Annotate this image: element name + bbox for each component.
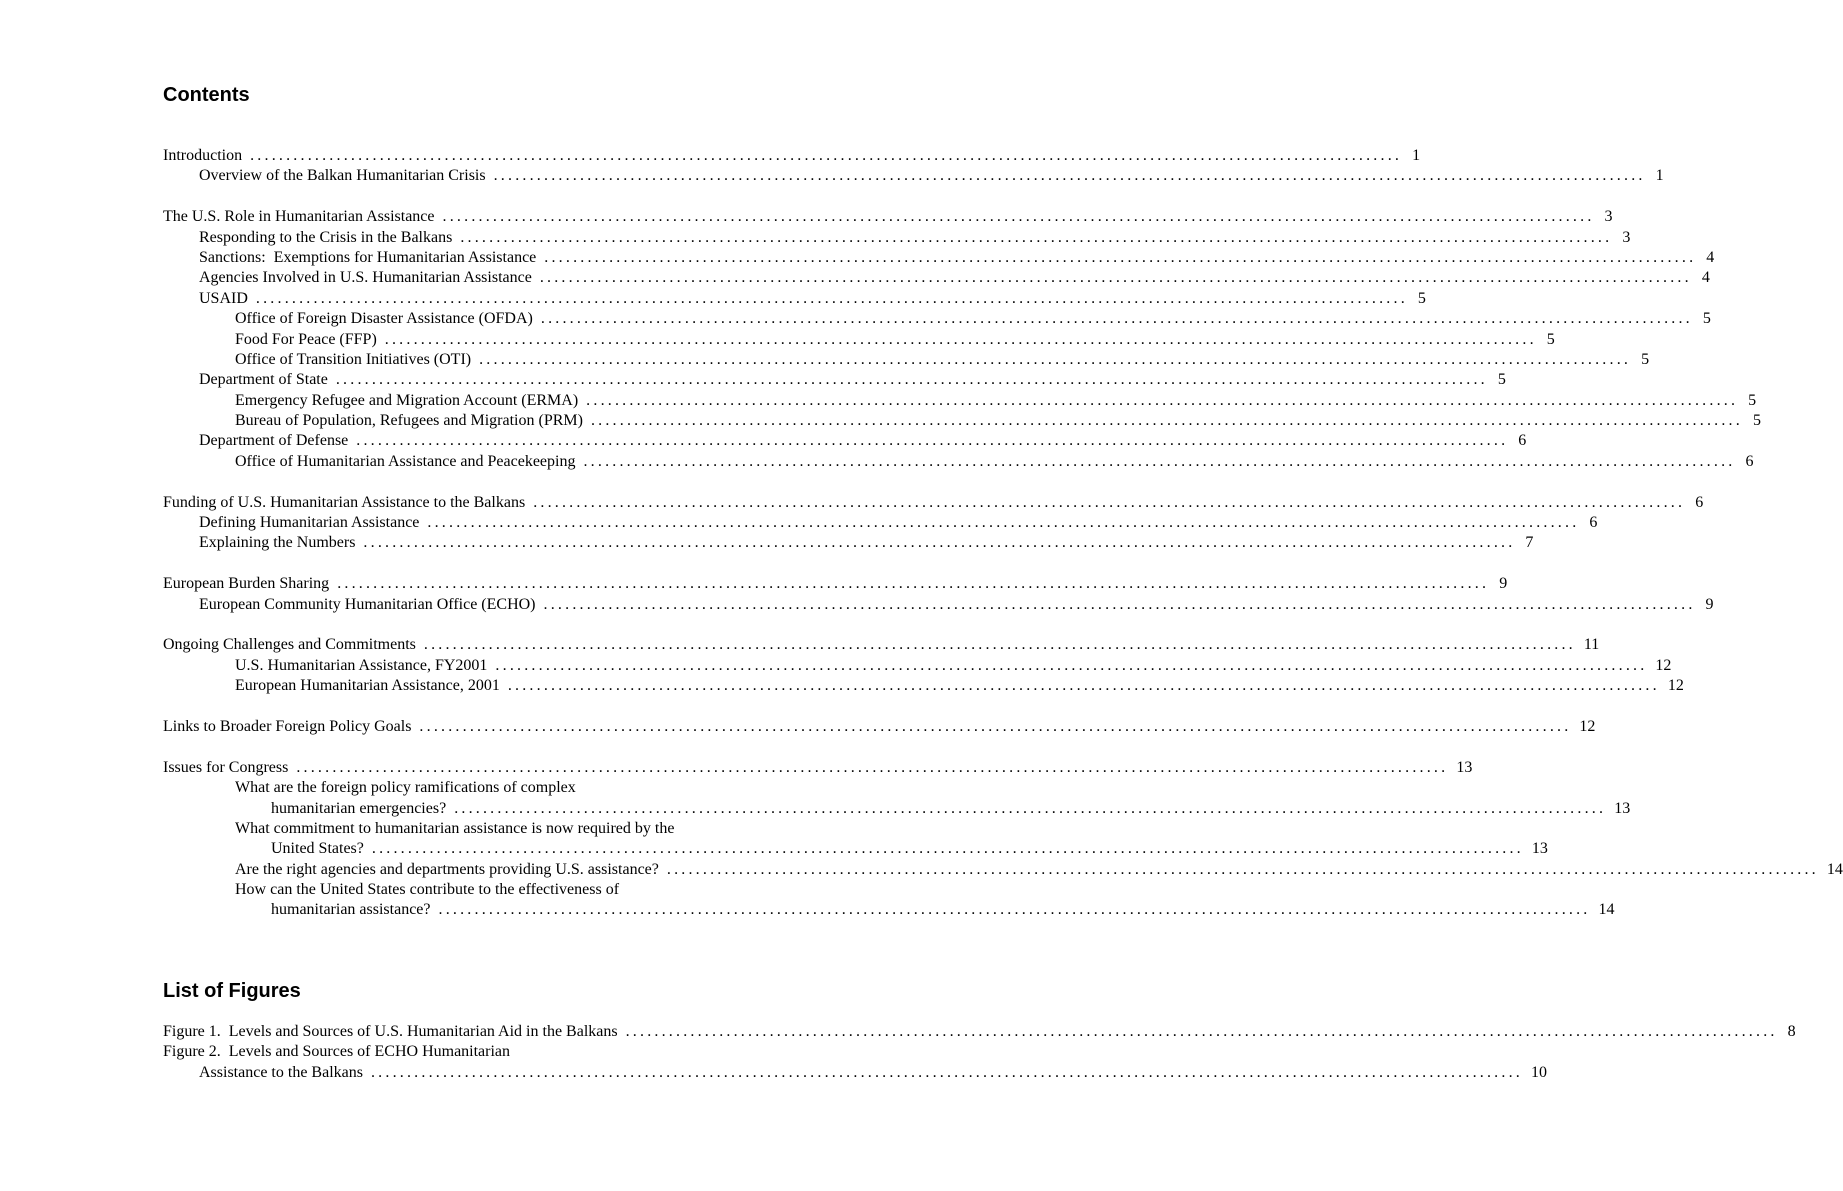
toc-entry-page: 12	[1667, 677, 1684, 695]
toc-entry-title: European Burden Sharing	[163, 575, 330, 593]
toc-entry-page: 5	[1702, 310, 1711, 328]
figure-entry-2[interactable]	[163, 1042, 758, 1062]
toc-entry-title: Sanctions: Exemptions for Humanitarian Assistance	[199, 248, 537, 266]
dot-leader: ................................................................................................................................................................	[460, 228, 1613, 246]
figure-entry-page: 8	[1787, 1023, 1796, 1040]
toc-entry-title-cont: humanitarian emergencies?	[271, 799, 447, 817]
toc-entry-title: European Community Humanitarian Office (ECHO)	[199, 595, 536, 613]
dot-leader: ................................................................................................................................................................	[384, 330, 1537, 348]
toc-entry-title: Overview of the Balkan Humanitarian Crisis	[199, 167, 486, 185]
dot-leader: ................................................................................................................................................................	[250, 147, 1403, 164]
dot-leader: ................................................................................................................................................................	[586, 391, 1739, 409]
toc-entry-links[interactable]	[163, 717, 1596, 737]
toc-entry-agencies[interactable]	[163, 268, 1710, 288]
toc-entry-title: Links to Broader Foreign Policy Goals	[163, 717, 412, 735]
toc-entry-usaid[interactable]	[163, 289, 1426, 309]
toc-entry-title: Department of Defense	[199, 432, 349, 450]
toc-entry-defining[interactable]	[163, 513, 1598, 533]
toc-entry-page: 5	[1752, 412, 1761, 430]
dot-leader: ................................................................................................................................................................	[454, 799, 1607, 817]
toc-entry-page: 12	[1579, 717, 1596, 735]
toc-entry-erma[interactable]	[163, 391, 1757, 411]
toc-entry-explaining[interactable]	[163, 533, 1534, 553]
toc-entry-title: Ongoing Challenges and Commitments	[163, 636, 416, 654]
toc-entry-title: USAID	[199, 289, 248, 307]
toc-entry-page: 13	[1456, 758, 1473, 776]
toc-entry-sanctions[interactable]	[163, 248, 1715, 268]
toc-entry-page: 5	[1546, 330, 1555, 348]
contents-heading: Contents	[163, 84, 250, 106]
toc-entry-page: 6	[1695, 493, 1704, 511]
toc-entry-commitment-cont[interactable]	[163, 839, 1548, 859]
toc-entry-page: 13	[1614, 799, 1631, 817]
toc-entry-title: What are the foreign policy ramifications of complex	[235, 779, 576, 797]
dot-leader: ................................................................................................................................................................	[419, 717, 1572, 735]
toc-entry-introduction[interactable]	[163, 146, 1421, 166]
toc-entry-title: Food For Peace (FFP)	[235, 330, 377, 348]
toc-entry-defense[interactable]	[163, 431, 1527, 451]
toc-entry-title: Responding to the Crisis in the Balkans	[199, 228, 453, 246]
figure-entry-2-cont[interactable]	[163, 1063, 1547, 1083]
toc-entry-page: 1	[1655, 167, 1664, 185]
toc-entry-page: 14	[1598, 901, 1615, 919]
toc-list	[163, 146, 1843, 921]
toc-entry-issues[interactable]	[163, 758, 1473, 778]
toc-entry-burden-sharing[interactable]	[163, 574, 1508, 594]
toc-entry-ramifications[interactable]	[163, 778, 758, 798]
toc-entry-ohap[interactable]	[163, 452, 1754, 472]
toc-entry-page: 11	[1583, 636, 1600, 654]
toc-entry-ramifications-cont[interactable]	[163, 799, 1631, 819]
dot-leader: ................................................................................................................................................................	[666, 860, 1819, 878]
toc-entry-page: 5	[1417, 289, 1426, 307]
dot-leader: ................................................................................................................................................................	[337, 575, 1490, 593]
toc-entry-title: Emergency Refugee and Migration Account (ERMA)	[235, 391, 579, 409]
toc-entry-page: 4	[1706, 248, 1715, 266]
toc-entry-title: Issues for Congress	[163, 758, 289, 776]
toc-entry-page: 4	[1701, 269, 1710, 287]
toc-entry-title: Department of State	[199, 371, 328, 389]
toc-entry-responding[interactable]	[163, 228, 1631, 248]
toc-entry-ffp[interactable]	[163, 330, 1555, 350]
dot-leader: ................................................................................................................................................................	[479, 350, 1632, 368]
toc-entry-page: 3	[1622, 228, 1631, 246]
toc-entry-title: Office of Foreign Disaster Assistance (OFDA)	[235, 310, 533, 328]
dot-leader: ................................................................................................................................................................	[356, 432, 1509, 450]
toc-entry-page: 5	[1748, 391, 1757, 409]
dot-leader: ................................................................................................................................................................	[540, 310, 1693, 328]
toc-entry-prm[interactable]	[163, 411, 1761, 431]
toc-entry-effectiveness[interactable]	[163, 880, 758, 900]
toc-entry-title: Bureau of Population, Refugees and Migration (PRM)	[235, 412, 583, 430]
toc-entry-title: The U.S. Role in Humanitarian Assistance	[163, 208, 435, 226]
toc-entry-challenges[interactable]	[163, 635, 1600, 655]
toc-entry-eu-2001[interactable]	[163, 676, 1684, 696]
toc-entry-page: 6	[1518, 432, 1527, 450]
toc-entry-page: 6	[1589, 514, 1598, 532]
toc-entry-title-cont: United States?	[271, 840, 364, 858]
dot-leader: ................................................................................................................................................................	[495, 656, 1648, 674]
figure-entry-1[interactable]	[163, 1022, 1796, 1042]
toc-entry-page: 5	[1641, 350, 1650, 368]
dot-leader: ................................................................................................................................................................	[625, 1023, 1778, 1040]
dot-leader: ................................................................................................................................................................	[590, 412, 1743, 430]
toc-entry-page: 7	[1525, 534, 1534, 552]
toc-entry-page: 14	[1826, 860, 1843, 878]
toc-entry-us-role[interactable]	[163, 207, 1613, 227]
dot-leader: ................................................................................................................................................................	[423, 636, 1576, 654]
dot-leader: ................................................................................................................................................................	[539, 269, 1692, 287]
figure-entry-page: 10	[1530, 1063, 1547, 1081]
dot-leader: ................................................................................................................................................................	[438, 901, 1591, 919]
toc-entry-page: 9	[1499, 575, 1508, 593]
toc-entry-state[interactable]	[163, 370, 1506, 390]
figure-entry-title: Figure 2. Levels and Sources of ECHO Humanitarian	[163, 1043, 511, 1061]
toc-entry-effectiveness-cont[interactable]	[163, 900, 1615, 920]
toc-entry-title: Funding of U.S. Humanitarian Assistance to the Balkans	[163, 493, 526, 511]
toc-entry-page: 13	[1531, 840, 1548, 858]
toc-entry-us-fy2001[interactable]	[163, 656, 1672, 676]
figures-list	[163, 1022, 1796, 1083]
toc-entry-ofda[interactable]	[163, 309, 1711, 329]
dot-leader: ................................................................................................................................................................	[583, 452, 1736, 470]
toc-entry-title: U.S. Humanitarian Assistance, FY2001	[235, 656, 488, 674]
toc-entry-page: 9	[1705, 595, 1714, 613]
toc-entry-title: Introduction	[163, 147, 243, 164]
toc-entry-title: Explaining the Numbers	[199, 534, 356, 552]
dot-leader: ................................................................................................................................................................	[427, 514, 1580, 532]
toc-entry-page: 3	[1604, 208, 1613, 226]
figure-entry-title-cont: Assistance to the Balkans	[199, 1063, 363, 1081]
dot-leader: ................................................................................................................................................................	[533, 493, 1686, 511]
toc-entry-right-agencies[interactable]	[163, 860, 1843, 880]
dot-leader: ................................................................................................................................................................	[363, 534, 1516, 552]
toc-entry-commitment[interactable]	[163, 819, 758, 839]
toc-entry-title: Defining Humanitarian Assistance	[199, 514, 420, 532]
toc-entry-funding[interactable]	[163, 493, 1704, 513]
toc-entry-overview[interactable]	[163, 166, 1664, 186]
dot-leader: ................................................................................................................................................................	[507, 677, 1660, 695]
toc-entry-title: How can the United States contribute to the effectiveness of	[235, 881, 620, 899]
dot-leader: ................................................................................................................................................................	[543, 595, 1696, 613]
dot-leader: ................................................................................................................................................................	[255, 289, 1408, 307]
toc-entry-title-cont: humanitarian assistance?	[271, 901, 431, 919]
dot-leader: ................................................................................................................................................................	[371, 840, 1524, 858]
toc-entry-page: 5	[1497, 371, 1506, 389]
toc-entry-page: 1	[1412, 147, 1421, 164]
dot-leader: ................................................................................................................................................................	[335, 371, 1488, 389]
toc-entry-title: Agencies Involved in U.S. Humanitarian Assistance	[199, 269, 532, 287]
toc-entry-title: Office of Transition Initiatives (OTI)	[235, 350, 472, 368]
dot-leader: ................................................................................................................................................................	[544, 248, 1697, 266]
figure-entry-title: Figure 1. Levels and Sources of U.S. Humanitarian Aid in the Balkans	[163, 1023, 618, 1040]
list-of-figures-heading: List of Figures	[163, 980, 301, 1002]
toc-entry-page: 6	[1745, 452, 1754, 470]
toc-entry-echo[interactable]	[163, 595, 1714, 615]
toc-entry-oti[interactable]	[163, 350, 1650, 370]
dot-leader: ................................................................................................................................................................	[442, 208, 1595, 226]
toc-entry-title: Are the right agencies and departments providing U.S. assistance?	[235, 860, 659, 878]
dot-leader: ................................................................................................................................................................	[493, 167, 1646, 185]
toc-entry-title: What commitment to humanitarian assistance is now required by the	[235, 819, 675, 837]
toc-entry-title: European Humanitarian Assistance, 2001	[235, 677, 500, 695]
toc-entry-page: 12	[1655, 656, 1672, 674]
toc-entry-title: Office of Humanitarian Assistance and Peacekeeping	[235, 452, 576, 470]
dot-leader: ................................................................................................................................................................	[370, 1063, 1523, 1081]
dot-leader: ................................................................................................................................................................	[296, 758, 1449, 776]
